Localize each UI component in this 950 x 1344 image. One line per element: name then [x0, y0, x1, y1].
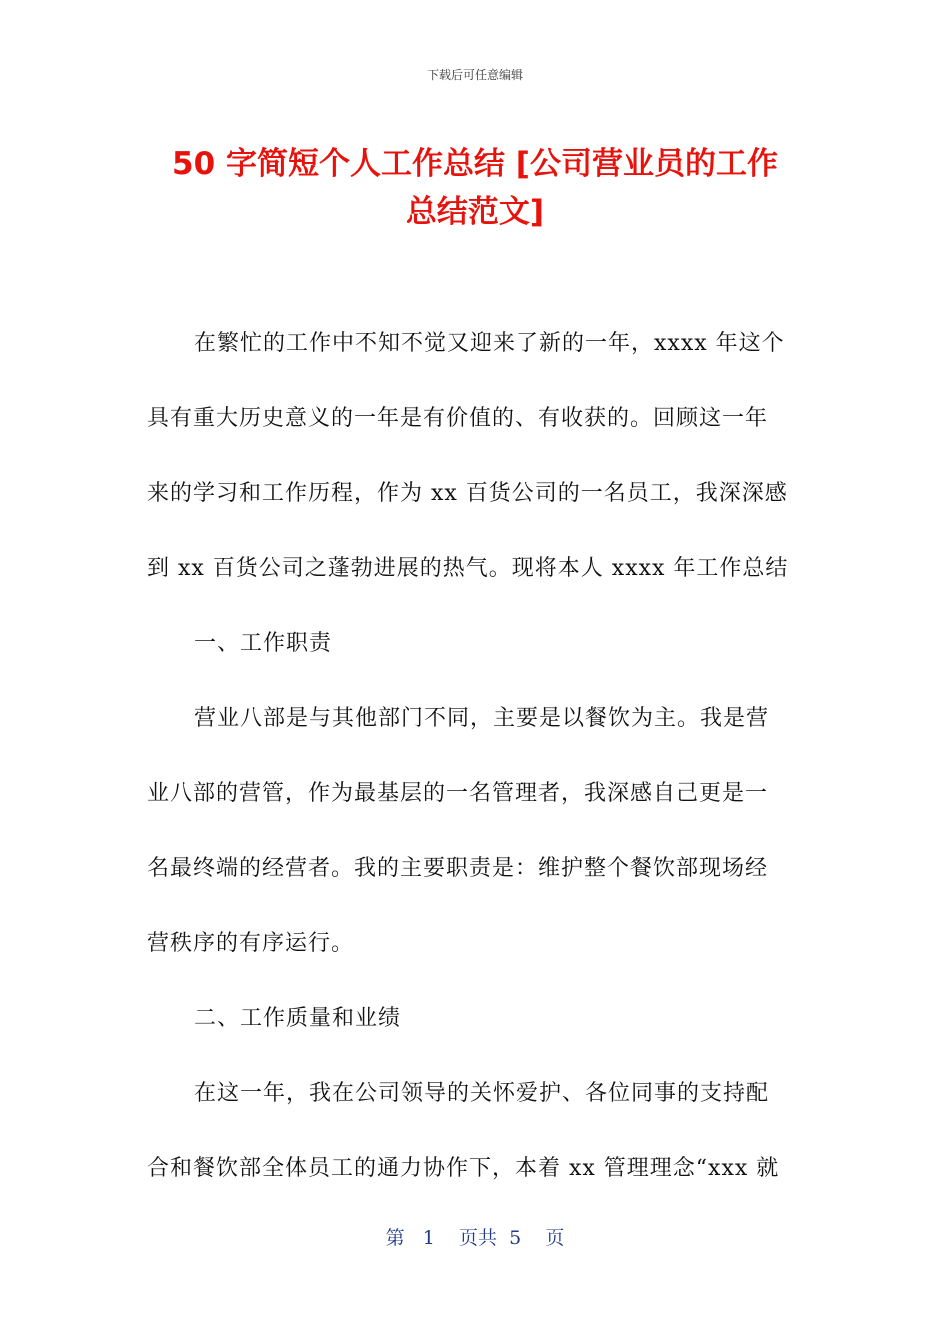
paragraph-line: 合和餐饮部全体员工的通力协作下，本着 xx 管理理念“xxx 就: [147, 1156, 780, 1181]
paragraph-line: 业八部的营管，作为最基层的一名管理者，我深感自己更是一: [147, 781, 769, 806]
paragraph-line: 具有重大历史意义的一年是有价值的、有收获的。回顾这一年: [147, 406, 769, 431]
paragraph-line: 在这一年，我在公司领导的关怀爱护、各位同事的支持配: [194, 1081, 770, 1106]
page-number-footer: [0, 1224, 950, 1252]
document-title: [130, 140, 820, 236]
title-line-1: 50 字简短个人工作总结 [公司营业员的工作: [172, 146, 778, 182]
section-heading: 二、工作质量和业绩: [194, 1006, 402, 1031]
paragraph-line: 来的学习和工作历程，作为 xx 百货公司的一名员工，我深深感: [147, 481, 788, 506]
paragraph-line: 营业八部是与其他部门不同，主要是以餐饮为主。我是营: [194, 706, 770, 731]
header-note: 下载后可任意编辑: [426, 68, 523, 82]
section-heading: 一、工作职责: [194, 631, 333, 656]
footer-suffix: 页: [545, 1227, 565, 1249]
paragraph-line: 到 xx 百货公司之蓬勃进展的热气。现将本人 xxxx 年工作总结: [147, 556, 789, 581]
footer-total-pages: 5: [509, 1227, 522, 1249]
paragraph-line: 营秩序的有序运行。: [147, 931, 355, 956]
paragraph-line: 在繁忙的工作中不知不觉又迎来了新的一年，xxxx 年这个: [194, 331, 785, 356]
footer-prefix: 第: [385, 1227, 405, 1249]
footer-middle: 页共: [459, 1227, 498, 1249]
title-line-2: 总结范文]: [405, 194, 545, 230]
document-body: [147, 320, 807, 1220]
footer-current-page: 1: [422, 1227, 435, 1249]
paragraph-line: 名最终端的经营者。我的主要职责是：维护整个餐饮部现场经: [147, 856, 769, 881]
